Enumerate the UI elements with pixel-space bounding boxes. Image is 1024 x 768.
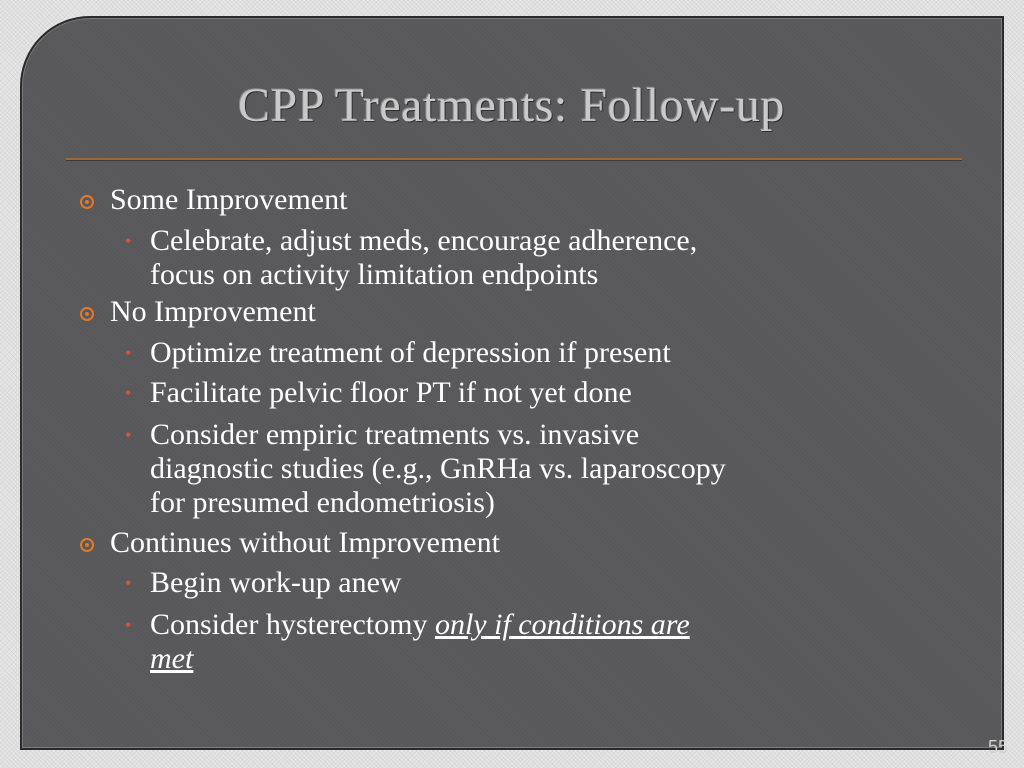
bullet-icon — [80, 195, 94, 209]
sub-bullet-icon: • — [125, 383, 132, 403]
sub-bullet-celebrate — [150, 224, 970, 292]
bullet-continues-without-improvement: Continues without Improvement — [110, 526, 500, 559]
sub-bullet-consider-hysterectomy — [150, 608, 970, 676]
emphasis-text: met — [150, 642, 194, 675]
sub-bullet-icon: • — [125, 615, 132, 635]
sub-bullet-line — [150, 642, 970, 676]
sub-bullet-line: for presumed endometriosis) — [150, 486, 495, 519]
sub-bullet-line: focus on activity limitation endpoints — [150, 258, 599, 291]
emphasis-text: only if conditions are — [434, 608, 690, 641]
title-divider — [66, 158, 962, 160]
sub-bullet-line: Consider empiric treatments vs. invasive — [150, 418, 640, 451]
sub-bullet-icon: • — [125, 231, 132, 251]
sub-bullet-consider-empiric — [150, 418, 970, 520]
sub-bullet-line — [150, 608, 970, 642]
sub-bullet-facilitate: Facilitate pelvic floor PT if not yet done — [150, 376, 632, 409]
bullet-icon — [80, 307, 94, 321]
slide-title: CPP Treatments: Follow-up — [238, 79, 785, 132]
bullet-icon — [80, 538, 94, 552]
bullet-some-improvement: Some Improvement — [110, 183, 348, 216]
sub-bullet-optimize: Optimize treatment of depression if present — [150, 336, 671, 369]
page-number: 55 — [987, 737, 1008, 757]
sub-bullet-begin-workup: Begin work-up anew — [150, 566, 402, 599]
bullet-no-improvement: No Improvement — [110, 295, 316, 328]
sub-bullet-text: Consider hysterectomy — [150, 608, 435, 641]
sub-bullet-icon: • — [125, 573, 132, 593]
sub-bullet-icon: • — [125, 425, 132, 445]
sub-bullet-icon: • — [125, 343, 132, 363]
sub-bullet-line: Celebrate, adjust meds, encourage adherence, — [150, 224, 698, 257]
sub-bullet-line: diagnostic studies (e.g., GnRHa vs. laparoscopy — [150, 452, 726, 485]
